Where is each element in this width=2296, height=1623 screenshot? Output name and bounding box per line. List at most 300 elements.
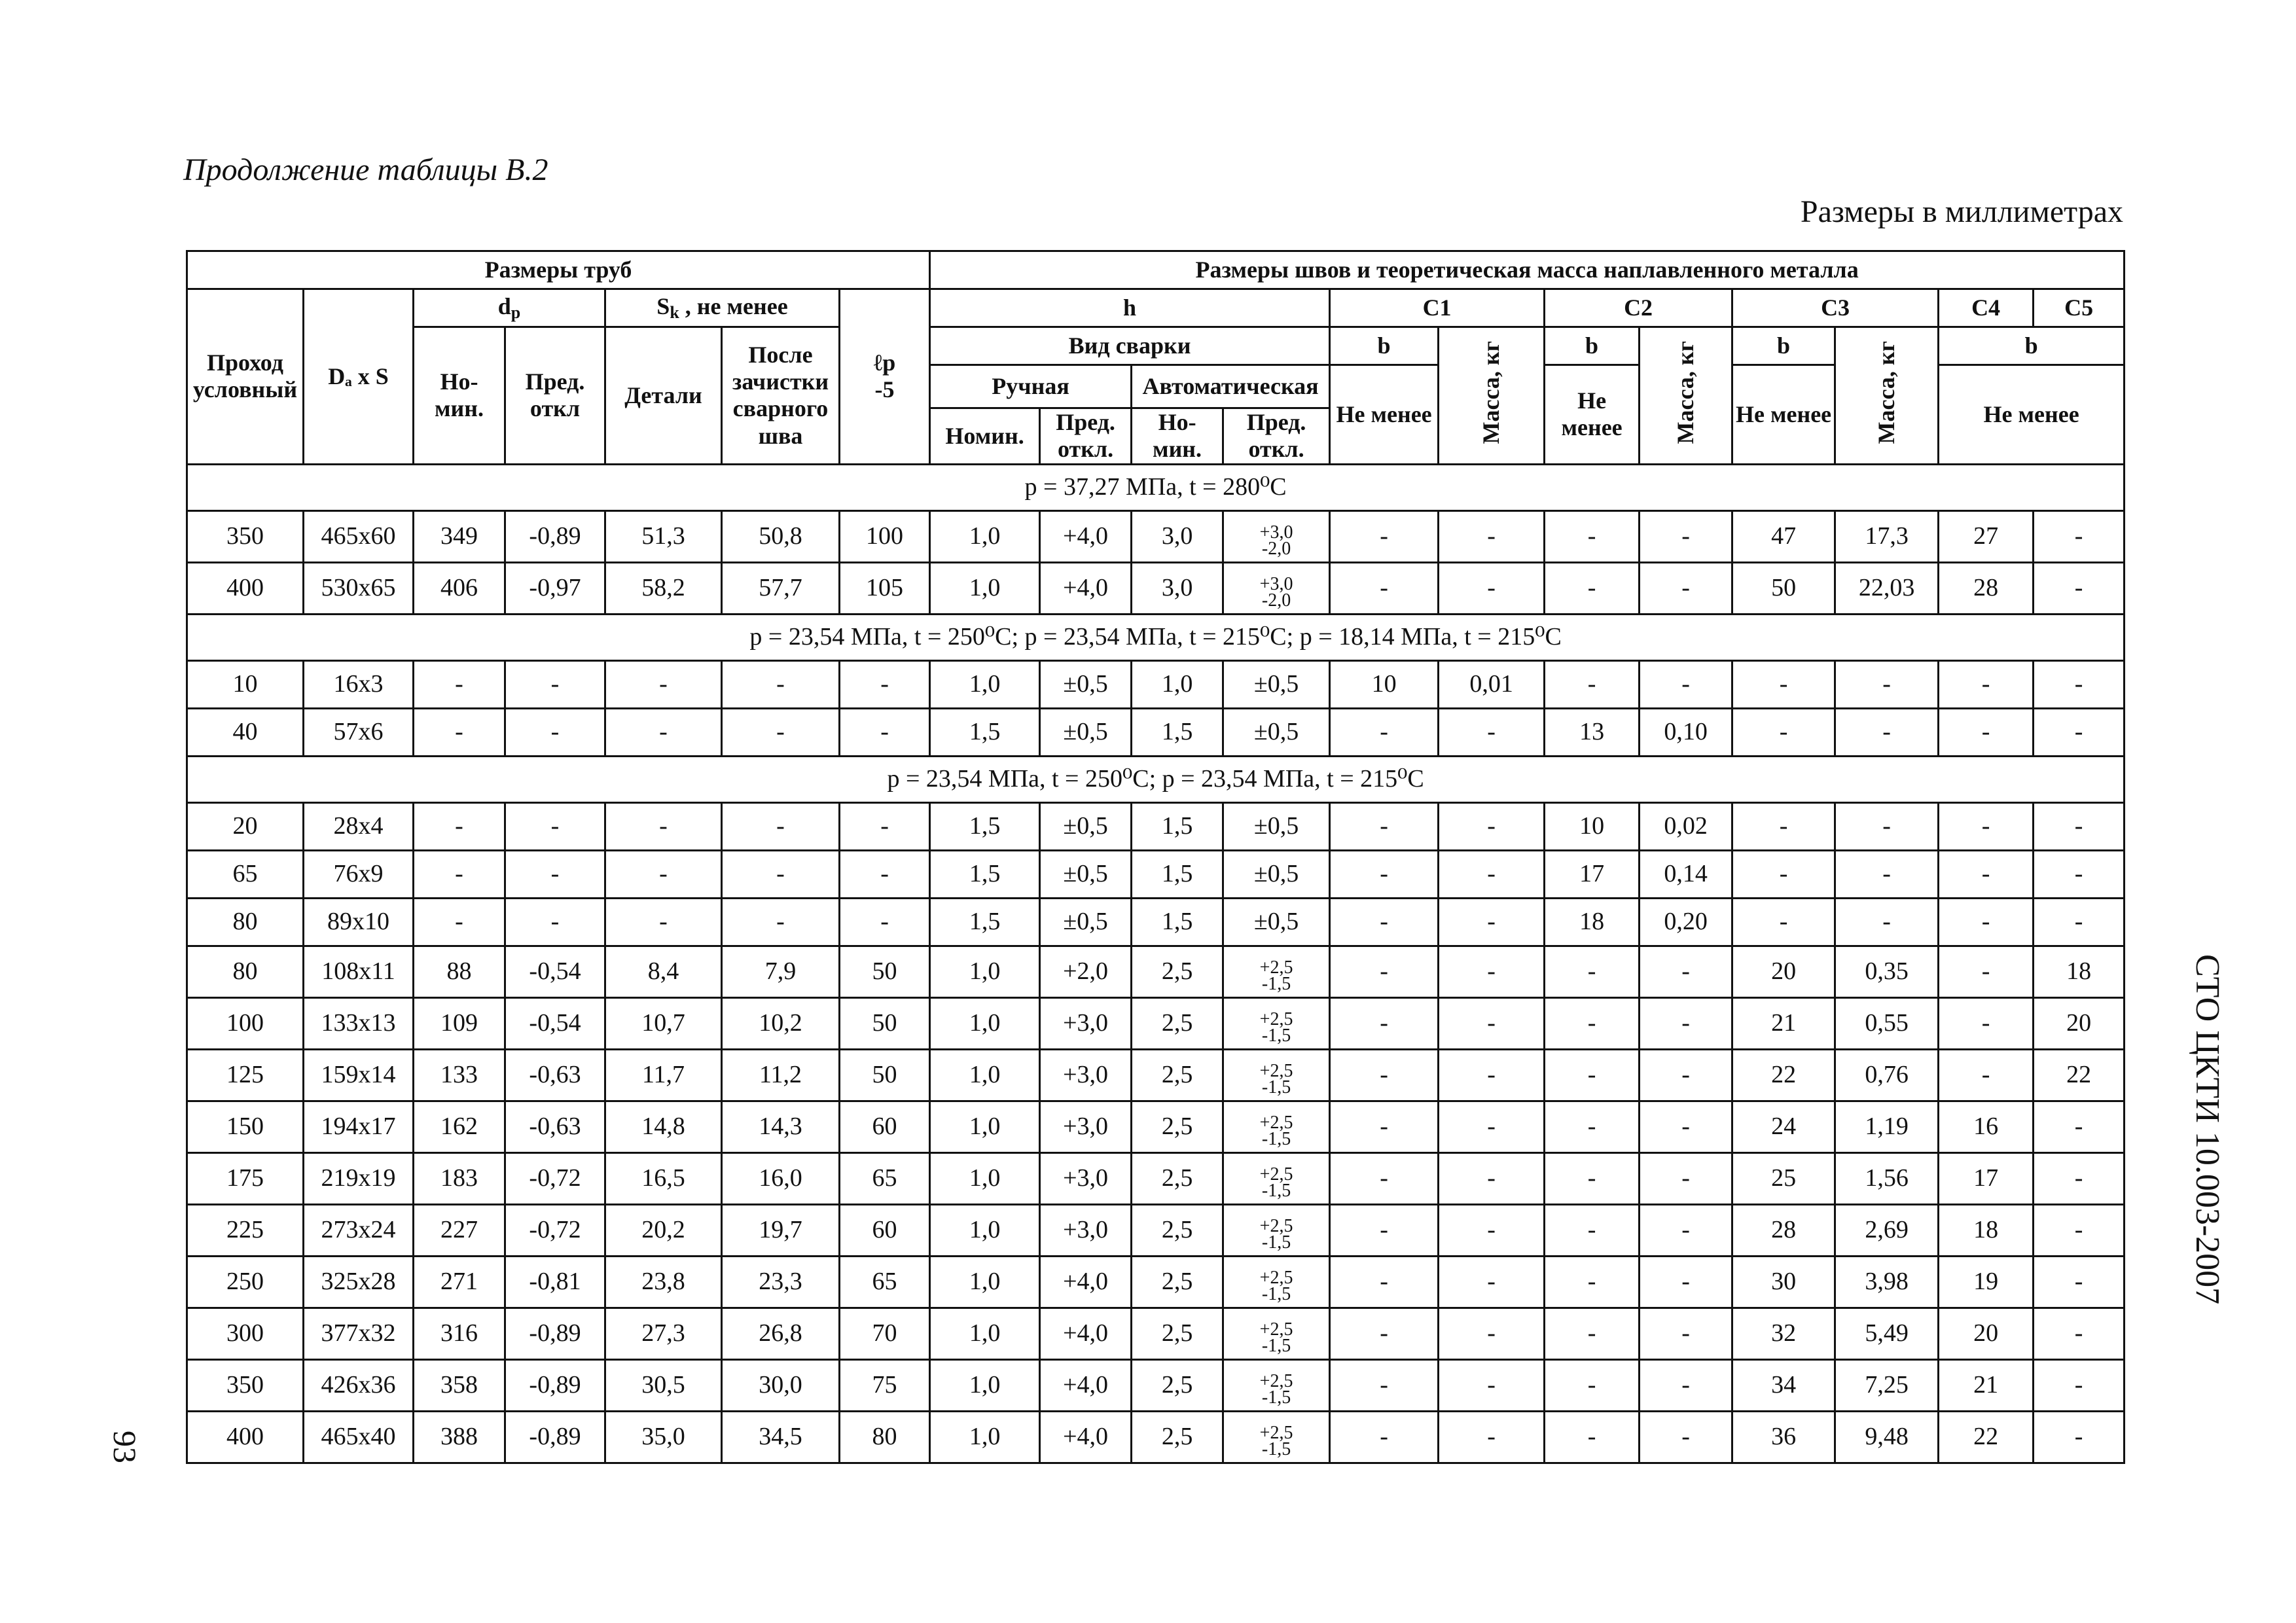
c1-b-header: b <box>1330 327 1439 365</box>
table-cell: - <box>414 708 505 756</box>
table-cell: 0,01 <box>1439 660 1545 708</box>
table-cell: - <box>722 660 840 708</box>
table-cell: 50 <box>840 1049 930 1101</box>
table-row <box>187 708 2125 756</box>
table-cell: 0,76 <box>1835 1049 1939 1101</box>
table-cell: 18 <box>1545 898 1640 946</box>
tolerance-value: +3,0 <box>1259 573 1293 594</box>
table-cell: - <box>1330 1359 1439 1411</box>
table-cell: - <box>605 898 722 946</box>
table-cell: - <box>605 802 722 850</box>
table-cell: -0,63 <box>505 1101 605 1152</box>
table-cell: 358 <box>414 1359 505 1411</box>
table-cell: ±0,5 <box>1223 708 1330 756</box>
table-cell: -0,72 <box>505 1152 605 1204</box>
table-cell: 10,7 <box>605 997 722 1049</box>
tolerance-pair <box>1259 1215 1293 1253</box>
table-cell: 162 <box>414 1101 505 1152</box>
table-cell: 1,5 <box>930 802 1040 850</box>
table-cell: 80 <box>187 898 304 946</box>
table-cell: 1,0 <box>930 1049 1040 1101</box>
table-row <box>187 898 2125 946</box>
table-cell: +3,0 <box>1040 1049 1132 1101</box>
table-cell: - <box>1545 1308 1640 1359</box>
c4c5-b-header: b <box>1939 327 2125 365</box>
table-cell: 30 <box>1732 1256 1835 1308</box>
table-cell: 1,0 <box>930 1411 1040 1463</box>
condition-cell: p = 23,54 МПа, t = 250⁰С; p = 23,54 МПа, t = 215⁰С; p = 18,14 МПа, t = 215⁰С <box>187 614 2125 660</box>
table-cell: 16 <box>1939 1101 2034 1152</box>
table-cell: +3,0 <box>1040 1101 1132 1152</box>
table-cell: 5,49 <box>1835 1308 1939 1359</box>
table-cell: - <box>605 660 722 708</box>
table-cell: 2,5 <box>1132 1152 1223 1204</box>
table-cell: - <box>2034 802 2125 850</box>
table-cell: - <box>1545 1256 1640 1308</box>
table-cell: -0,89 <box>505 1359 605 1411</box>
tolerance-value: +2,5 <box>1259 1267 1293 1288</box>
table-cell <box>1223 997 1330 1049</box>
table-cell: ±0,5 <box>1223 850 1330 898</box>
table-cell: - <box>1330 562 1439 614</box>
table-cell: 3,0 <box>1132 510 1223 562</box>
tolerance-value: +2,5 <box>1259 1112 1293 1133</box>
table-cell: - <box>1545 1359 1640 1411</box>
table-cell: 400 <box>187 562 304 614</box>
pipe-sizes-header: Размеры труб <box>187 251 930 289</box>
table-cell: - <box>1545 1204 1640 1256</box>
table-cell: 14,3 <box>722 1101 840 1152</box>
table-cell: 227 <box>414 1204 505 1256</box>
table-cell: 16,0 <box>722 1152 840 1204</box>
table-cell: 133x13 <box>304 997 414 1049</box>
table-cell: 30,0 <box>722 1359 840 1411</box>
tolerance-value: -1,5 <box>1261 1077 1291 1097</box>
table-cell: - <box>1939 802 2034 850</box>
table-row <box>187 1308 2125 1359</box>
lp-header: ℓр -5 <box>840 289 930 465</box>
tolerance-pair <box>1260 1321 1293 1354</box>
table-cell: - <box>1640 946 1732 997</box>
table-cell: - <box>1640 997 1732 1049</box>
table-cell: ±0,5 <box>1040 850 1132 898</box>
table-cell: - <box>1732 898 1835 946</box>
table-cell: 1,0 <box>930 510 1040 562</box>
table-cell: - <box>1939 850 2034 898</box>
table-cell: 225 <box>187 1204 304 1256</box>
table-cell: 0,02 <box>1640 802 1732 850</box>
table-cell: 88 <box>414 946 505 997</box>
table-cell <box>1223 562 1330 614</box>
table-cell: 349 <box>414 510 505 562</box>
table-cell: - <box>1330 1101 1439 1152</box>
table-cell: 36 <box>1732 1411 1835 1463</box>
table-cell: 465x40 <box>304 1411 414 1463</box>
table-cell: 1,5 <box>1132 850 1223 898</box>
table-cell: 11,2 <box>722 1049 840 1101</box>
condition-row <box>187 756 2125 802</box>
table-cell: 2,69 <box>1835 1204 1939 1256</box>
table-cell: 10,2 <box>722 997 840 1049</box>
dimensions-table <box>186 250 2125 1464</box>
table-cell: 7,9 <box>722 946 840 997</box>
table-cell: - <box>1732 850 1835 898</box>
table-cell: - <box>1330 708 1439 756</box>
table-cell: 25 <box>1732 1152 1835 1204</box>
table-cell: 70 <box>840 1308 930 1359</box>
table-cell: 2,5 <box>1132 1411 1223 1463</box>
tolerance-value: +2,5 <box>1259 1164 1293 1185</box>
manual-tolerance-header: Пред. откл. <box>1040 408 1132 465</box>
table-cell: 17,3 <box>1835 510 1939 562</box>
table-cell: - <box>1640 1049 1732 1101</box>
table-cell: ±0,5 <box>1040 708 1132 756</box>
table-cell: - <box>1330 946 1439 997</box>
table-cell <box>1223 1204 1330 1256</box>
c2-not-less-header: Не менее <box>1545 365 1640 465</box>
table-cell: - <box>1939 708 2034 756</box>
table-cell: 426x36 <box>304 1359 414 1411</box>
table-cell: - <box>1330 1256 1439 1308</box>
table-cell: 80 <box>187 946 304 997</box>
table-cell: 65 <box>187 850 304 898</box>
table-row <box>187 946 2125 997</box>
table-row <box>187 1152 2125 1204</box>
table-cell: 350 <box>187 510 304 562</box>
table-cell: - <box>1439 1256 1545 1308</box>
c1-not-less-header: Не менее <box>1330 365 1439 465</box>
table-cell: -0,81 <box>505 1256 605 1308</box>
table-cell: 2,5 <box>1132 1204 1223 1256</box>
tolerance-value: +2,5 <box>1259 1008 1293 1029</box>
table-cell: - <box>840 850 930 898</box>
table-cell: 8,4 <box>605 946 722 997</box>
table-cell: - <box>1732 802 1835 850</box>
table-cell: 2,5 <box>1132 1049 1223 1101</box>
table-cell: 20 <box>1939 1308 2034 1359</box>
table-cell: 300 <box>187 1308 304 1359</box>
table-cell: 16,5 <box>605 1152 722 1204</box>
table-cell: - <box>605 708 722 756</box>
table-cell: 28x4 <box>304 802 414 850</box>
table-cell: - <box>2034 1152 2125 1204</box>
table-cell: - <box>1640 1152 1732 1204</box>
tolerance-value: +2,5 <box>1259 1215 1293 1236</box>
table-cell: 18 <box>1939 1204 2034 1256</box>
c4c5-not-less-header: Не менее <box>1939 365 2125 465</box>
table-cell: +3,0 <box>1040 1152 1132 1204</box>
table-cell: 22 <box>2034 1049 2125 1101</box>
table-cell: 35,0 <box>605 1411 722 1463</box>
table-cell: 0,55 <box>1835 997 1939 1049</box>
table-cell: +3,0 <box>1040 1204 1132 1256</box>
table-cell: 1,5 <box>930 898 1040 946</box>
table-cell: - <box>1835 802 1939 850</box>
condition-row <box>187 614 2125 660</box>
table-cell: 75 <box>840 1359 930 1411</box>
table-cell: - <box>1640 1411 1732 1463</box>
table-cell: 273x24 <box>304 1204 414 1256</box>
table-cell: 34,5 <box>722 1411 840 1463</box>
sk-after-clean-header: После зачистки сварного шва <box>722 327 840 465</box>
table-cell: 47 <box>1732 510 1835 562</box>
table-cell: - <box>1439 997 1545 1049</box>
table-cell: - <box>1545 1411 1640 1463</box>
tolerance-value: +2,5 <box>1259 1319 1293 1340</box>
table-cell: 58,2 <box>605 562 722 614</box>
tolerance-value: -1,5 <box>1261 1335 1291 1356</box>
table-cell: - <box>1835 660 1939 708</box>
c2-header: C2 <box>1545 289 1732 327</box>
table-cell: 19 <box>1939 1256 2034 1308</box>
condition-row <box>187 464 2125 510</box>
table-cell: - <box>2034 1411 2125 1463</box>
table-cell: 105 <box>840 562 930 614</box>
table-cell: - <box>1330 997 1439 1049</box>
auto-nominal-header: Но- мин. <box>1132 408 1223 465</box>
table-cell: 28 <box>1939 562 2034 614</box>
document-code: СТО ЦКТИ 10.003-2007 <box>2189 954 2226 1305</box>
table-cell: 1,0 <box>930 946 1040 997</box>
table-cell: 1,56 <box>1835 1152 1939 1204</box>
table-cell <box>1223 510 1330 562</box>
table-cell: - <box>2034 1101 2125 1152</box>
table-cell: - <box>1835 708 1939 756</box>
table-cell: - <box>1545 1152 1640 1204</box>
table-cell: ±0,5 <box>1223 660 1330 708</box>
table-cell: 377x32 <box>304 1308 414 1359</box>
table-cell: - <box>505 802 605 850</box>
table-cell: 7,25 <box>1835 1359 1939 1411</box>
table-cell: - <box>1640 1308 1732 1359</box>
table-cell: - <box>1439 1049 1545 1101</box>
tolerance-pair <box>1259 1112 1293 1149</box>
table-cell: - <box>1439 946 1545 997</box>
table-cell: - <box>1439 1411 1545 1463</box>
dp-nominal-header: Но- мин. <box>414 327 505 465</box>
table-cell: 1,5 <box>930 850 1040 898</box>
table-cell: ±0,5 <box>1223 898 1330 946</box>
table-row <box>187 1101 2125 1152</box>
table-cell: - <box>1835 850 1939 898</box>
table-cell: - <box>1640 1204 1732 1256</box>
table-cell: 325x28 <box>304 1256 414 1308</box>
table-cell: 27,3 <box>605 1308 722 1359</box>
table-cell: 65 <box>840 1256 930 1308</box>
table-cell: 50 <box>1732 562 1835 614</box>
table-cell <box>1223 1101 1330 1152</box>
table-cell: 400 <box>187 1411 304 1463</box>
table-cell: - <box>1439 562 1545 614</box>
h-header: h <box>930 289 1330 327</box>
table-cell: 2,5 <box>1132 1256 1223 1308</box>
table-cell: - <box>840 898 930 946</box>
table-row <box>187 660 2125 708</box>
table-cell: - <box>1939 660 2034 708</box>
table-cell: - <box>1939 946 2034 997</box>
table-cell: - <box>1732 708 1835 756</box>
table-cell: 406 <box>414 562 505 614</box>
table-cell: - <box>505 898 605 946</box>
table-cell: - <box>1545 510 1640 562</box>
table-cell: - <box>1545 1049 1640 1101</box>
table-cell: - <box>2034 1256 2125 1308</box>
table-cell <box>1223 1359 1330 1411</box>
table-cell: - <box>505 850 605 898</box>
table-cell: 50 <box>840 997 930 1049</box>
table-cell: 24 <box>1732 1101 1835 1152</box>
table-cell: 150 <box>187 1101 304 1152</box>
c4-header: C4 <box>1939 289 2034 327</box>
table-cell: - <box>1640 510 1732 562</box>
dp-tolerance-header: Пред. откл <box>505 327 605 465</box>
table-cell: - <box>2034 850 2125 898</box>
table-cell: - <box>840 660 930 708</box>
table-cell: 316 <box>414 1308 505 1359</box>
table-cell: 89x10 <box>304 898 414 946</box>
table-cell: 1,0 <box>1132 660 1223 708</box>
table-row <box>187 1359 2125 1411</box>
table-cell: 3,98 <box>1835 1256 1939 1308</box>
c1-header: C1 <box>1330 289 1545 327</box>
table-cell: - <box>722 898 840 946</box>
table-cell: 60 <box>840 1101 930 1152</box>
table-cell: 2,5 <box>1132 1101 1223 1152</box>
table-cell: +4,0 <box>1040 562 1132 614</box>
tolerance-pair <box>1259 1008 1293 1046</box>
table-row <box>187 1256 2125 1308</box>
table-row <box>187 562 2125 614</box>
table-cell: - <box>1640 562 1732 614</box>
table-cell: - <box>1939 997 2034 1049</box>
table-cell: - <box>1640 1256 1732 1308</box>
table-cell: - <box>1439 1152 1545 1204</box>
tolerance-value: +3,0 <box>1259 522 1293 543</box>
table-cell: 57x6 <box>304 708 414 756</box>
table-cell: - <box>722 708 840 756</box>
tolerance-value: +2,5 <box>1259 957 1293 978</box>
table-cell: ±0,5 <box>1040 660 1132 708</box>
table-cell: 1,19 <box>1835 1101 1939 1152</box>
table-row <box>187 510 2125 562</box>
table-cell: 30,5 <box>605 1359 722 1411</box>
table-cell: 219x19 <box>304 1152 414 1204</box>
table-row <box>187 1049 2125 1101</box>
table-cell <box>1223 1411 1330 1463</box>
table-cell: - <box>2034 660 2125 708</box>
automatic-header: Автоматическая <box>1132 365 1330 408</box>
table-cell: +3,0 <box>1040 997 1132 1049</box>
table-cell: 2,5 <box>1132 1308 1223 1359</box>
table-cell: 1,0 <box>930 1101 1040 1152</box>
sk-header: $S_k$ , не менее <box>605 289 840 327</box>
table-cell: 28 <box>1732 1204 1835 1256</box>
table-cell: 50,8 <box>722 510 840 562</box>
table-cell: -0,54 <box>505 997 605 1049</box>
table-cell: 2,5 <box>1132 997 1223 1049</box>
table-cell: - <box>1439 850 1545 898</box>
table-cell: 80 <box>840 1411 930 1463</box>
table-cell: 350 <box>187 1359 304 1411</box>
manual-nominal-header: Номин. <box>930 408 1040 465</box>
table-cell: 22,03 <box>1835 562 1939 614</box>
table-row <box>187 802 2125 850</box>
tolerance-pair <box>1259 1060 1293 1097</box>
tolerance-pair <box>1259 1267 1293 1304</box>
table-cell: 1,0 <box>930 997 1040 1049</box>
table-cell: - <box>2034 1359 2125 1411</box>
table-body <box>187 464 2125 1463</box>
table-cell: - <box>722 802 840 850</box>
table-cell: -0,97 <box>505 562 605 614</box>
table-cell: +4,0 <box>1040 1256 1132 1308</box>
table-cell: 175 <box>187 1152 304 1204</box>
c5-header: C5 <box>2034 289 2125 327</box>
tolerance-value: -1,5 <box>1261 1128 1291 1149</box>
table-cell: - <box>414 850 505 898</box>
table-cell: 22 <box>1939 1411 2034 1463</box>
table-cell: 20 <box>1732 946 1835 997</box>
table-cell: 23,8 <box>605 1256 722 1308</box>
table-cell: 2,5 <box>1132 1359 1223 1411</box>
table-cell: 18 <box>2034 946 2125 997</box>
table-cell: +4,0 <box>1040 1411 1132 1463</box>
table-cell <box>1223 1152 1330 1204</box>
table-cell: - <box>1545 660 1640 708</box>
table-cell: - <box>722 850 840 898</box>
manual-header: Ручная <box>930 365 1132 408</box>
tolerance-value: -2,0 <box>1261 538 1291 559</box>
table-cell: 11,7 <box>605 1049 722 1101</box>
table-cell: 22 <box>1732 1049 1835 1101</box>
table-cell: ±0,5 <box>1040 802 1132 850</box>
table-cell: 465x60 <box>304 510 414 562</box>
table-cell: - <box>505 708 605 756</box>
table-cell <box>1223 1308 1330 1359</box>
table-cell: 183 <box>414 1152 505 1204</box>
table-cell: - <box>1640 1101 1732 1152</box>
tolerance-pair <box>1259 1370 1293 1408</box>
table-cell: - <box>1439 708 1545 756</box>
table-cell: 1,0 <box>930 660 1040 708</box>
table-cell: -0,89 <box>505 1411 605 1463</box>
table-cell: - <box>1439 1101 1545 1152</box>
table-cell: - <box>2034 898 2125 946</box>
table-cell: 65 <box>840 1152 930 1204</box>
weld-sizes-header: Размеры швов и теоретическая масса наплавленного металла <box>930 251 2125 289</box>
table-cell: -0,63 <box>505 1049 605 1101</box>
dp-header: $d_p$ <box>414 289 605 327</box>
c3-header: C3 <box>1732 289 1939 327</box>
table-cell: 20,2 <box>605 1204 722 1256</box>
table-cell: - <box>1330 1308 1439 1359</box>
table-cell: 0,20 <box>1640 898 1732 946</box>
table-cell: 194x17 <box>304 1101 414 1152</box>
table-caption: Продолжение таблицы В.2 <box>183 152 548 187</box>
table-row <box>187 997 2125 1049</box>
table-cell: 108x11 <box>304 946 414 997</box>
table-cell: - <box>1439 802 1545 850</box>
table-cell: 50 <box>840 946 930 997</box>
table-cell: - <box>414 660 505 708</box>
table-cell: - <box>2034 1308 2125 1359</box>
page-number: 93 <box>107 1431 143 1463</box>
c2-mass-header: Масса, кг <box>1640 327 1732 465</box>
table-cell: 133 <box>414 1049 505 1101</box>
table-cell: -0,72 <box>505 1204 605 1256</box>
table-cell: 0,14 <box>1640 850 1732 898</box>
table-cell: 26,8 <box>722 1308 840 1359</box>
